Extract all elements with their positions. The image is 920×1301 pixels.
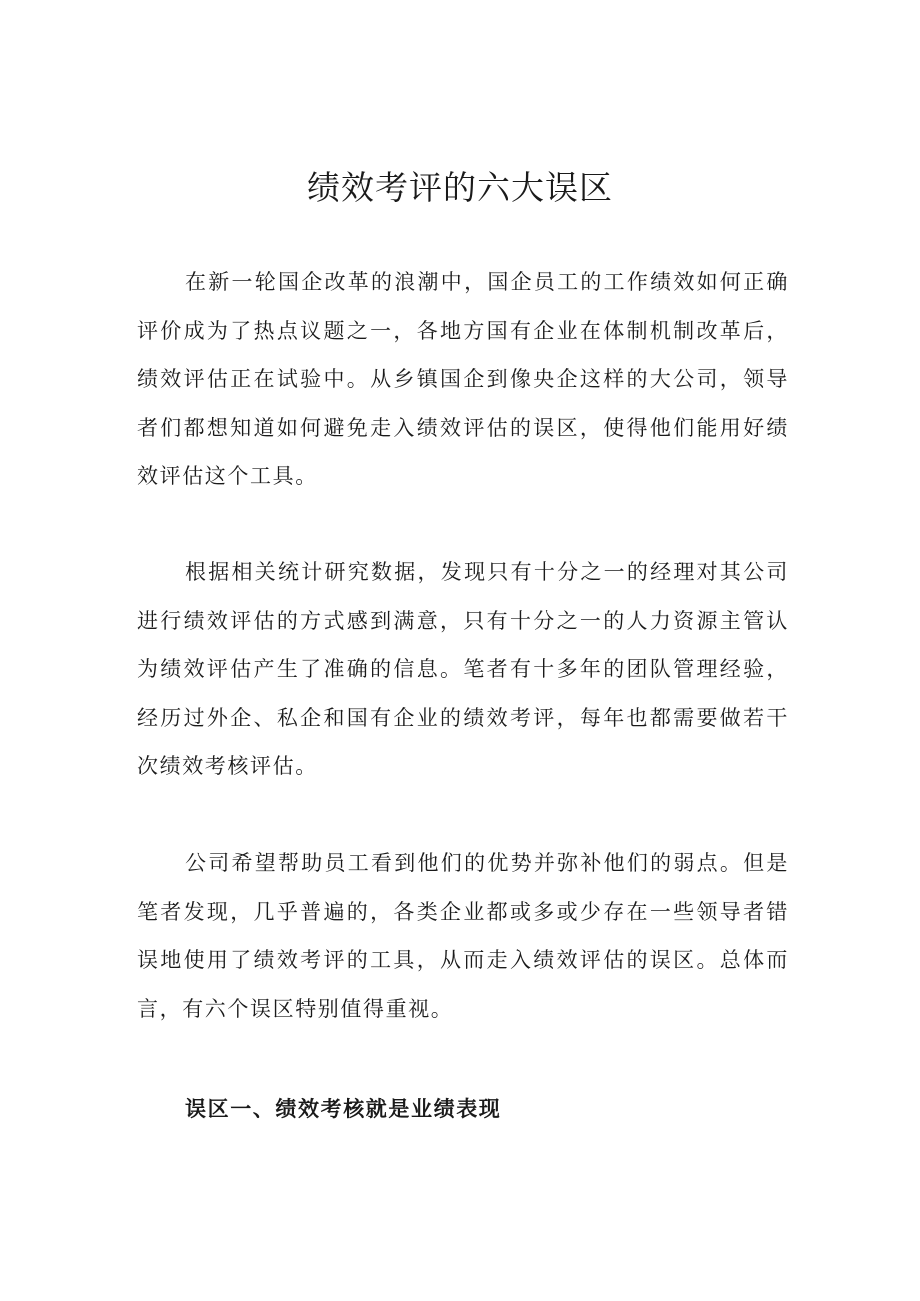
paragraph-intro: 在新一轮国企改革的浪潮中，国企员工的工作绩效如何正确评价成为了热点议题之一，各地方国有企业在体制机制改革后，绩效评估正在试验中。从乡镇国企到像央企这样的大公司，领导者们都想知道如何避免走入绩效评估的误区，使得他们能用好绩效评估这个工具。 bbox=[137, 270, 789, 488]
paragraph-summary: 公司希望帮助员工看到他们的优势并弥补他们的弱点。但是笔者发现，几乎普遍的，各类企业都或多或少存在一些领导者错误地使用了绩效考评的工具，从而走入绩效评估的误区。总体而言，有六个误区特别值得重视。 bbox=[137, 851, 789, 1021]
document-title: 绩效考评的六大误区 bbox=[307, 168, 613, 207]
paragraph-statistics: 根据相关统计研究数据，发现只有十分之一的经理对其公司进行绩效评估的方式感到满意，只有十分之一的人力资源主管认为绩效评估产生了准确的信息。笔者有十多年的团队管理经验，经历过外企、私企和国有企业的绩效考评，每年也都需要做若干次绩效考核评估。 bbox=[137, 560, 789, 778]
section-heading: 误区一、绩效考核就是业绩表现 bbox=[185, 1096, 502, 1121]
